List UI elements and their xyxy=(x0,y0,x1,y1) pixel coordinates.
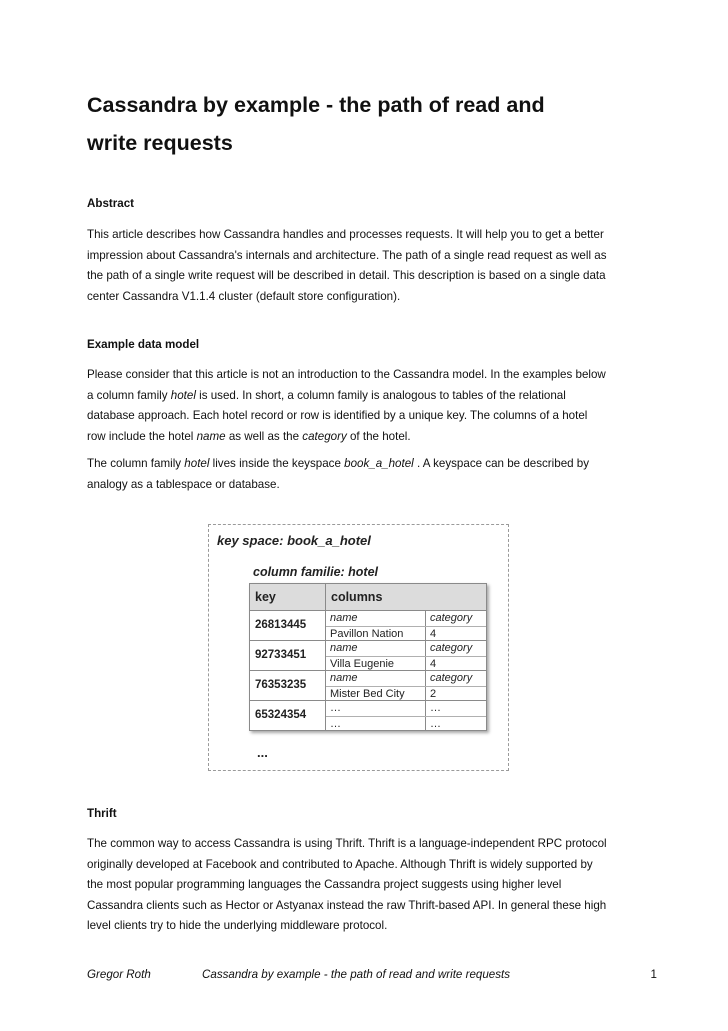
column-family-label: column familie: hotel xyxy=(253,565,379,579)
page-number: 1 xyxy=(650,968,657,981)
column-name: category xyxy=(430,672,473,684)
column-value: 4 xyxy=(430,657,437,670)
column-value: Villa Eugenie xyxy=(326,657,426,672)
data-model-paragraph-1 xyxy=(87,365,662,447)
column-name: name xyxy=(326,641,426,656)
text-line: a column family hotel is used. In short, a column family is analogous to tables of the relational xyxy=(87,388,566,402)
more-keys-ellipsis: ... xyxy=(257,745,268,760)
column-name: category xyxy=(430,642,473,654)
footer-doc-title: Cassandra by example - the path of read and write requests xyxy=(202,968,511,981)
text-line: level clients try to hide the underlying middleware protocol. xyxy=(87,919,388,932)
column-value: … xyxy=(430,717,441,730)
text-line: Please consider that this article is not an introduction to the Cassandra model. In the examples below xyxy=(87,368,606,381)
italic-term: hotel xyxy=(170,388,196,402)
footer-author: Gregor Roth xyxy=(87,968,151,981)
text-line: database approach. Each hotel record or row is identified by a unique key. The columns of a hotel xyxy=(87,409,588,422)
table-header xyxy=(250,584,486,611)
title-line-2: write requests xyxy=(87,131,233,155)
keyspace-label: key space: book_a_hotel xyxy=(217,533,371,548)
data-model-figure xyxy=(208,524,509,771)
thrift-paragraph xyxy=(87,834,662,937)
italic-term: hotel xyxy=(184,457,210,470)
abstract-heading: Abstract xyxy=(87,197,135,210)
table-row xyxy=(250,671,486,701)
text-line: row include the hotel name as well as the category of the hotel. xyxy=(87,429,411,443)
column-name: … xyxy=(430,702,441,714)
document-page xyxy=(87,0,662,1031)
italic-term: book_a_hotel xyxy=(344,457,414,470)
text-line: center Cassandra V1.1.4 cluster (default store configuration). xyxy=(87,289,401,303)
column-name: name xyxy=(326,611,426,626)
column-name: name xyxy=(326,671,426,686)
column-value: 2 xyxy=(430,687,437,700)
row-key: 76353235 xyxy=(250,671,326,700)
header-columns: columns xyxy=(331,590,383,604)
row-key: 26813445 xyxy=(250,611,326,640)
page-footer xyxy=(87,968,662,984)
thrift-heading: Thrift xyxy=(87,807,117,820)
row-key: 92733451 xyxy=(250,641,326,670)
column-value: Mister Bed City xyxy=(326,687,426,702)
document-title xyxy=(87,86,662,162)
text-line: the most popular programming languages the Cassandra project suggests using higher level xyxy=(87,878,562,891)
data-model-heading: Example data model xyxy=(87,338,200,351)
text-line: Cassandra clients such as Hector or Astyanax instead the raw Thrift-based API. In general these high xyxy=(87,898,607,912)
title-line-1: Cassandra by example - the path of read and xyxy=(87,93,545,117)
text-line: impression about Cassandra's internals and architecture. The path of a single read request as well as xyxy=(87,248,607,262)
text-line: originally developed at Facebook and contributed to Apache. Although Thrift is widely supported by xyxy=(87,857,593,871)
column-family-table xyxy=(249,583,487,731)
table-row xyxy=(250,611,486,641)
header-key: key xyxy=(250,584,326,610)
text-line: the path of a single write request will be described in detail. This description is based on a single data xyxy=(87,269,606,282)
column-value: Pavillon Nation xyxy=(326,627,426,642)
table-row xyxy=(250,701,486,730)
italic-term: category xyxy=(302,429,347,443)
abstract-paragraph xyxy=(87,225,662,307)
column-value: … xyxy=(326,717,426,732)
column-name: … xyxy=(326,701,426,716)
text-line: analogy as a tablespace or database. xyxy=(87,477,280,491)
row-key: 65324354 xyxy=(250,701,326,730)
table-row xyxy=(250,641,486,671)
column-value: 4 xyxy=(430,627,437,640)
text-line: The common way to access Cassandra is using Thrift. Thrift is a language-independent RPC protocol xyxy=(87,837,607,850)
data-model-paragraph-2 xyxy=(87,454,662,495)
italic-term: name xyxy=(196,429,226,443)
column-name: category xyxy=(430,612,473,624)
text-line: This article describes how Cassandra handles and processes requests. It will help you to get a better xyxy=(87,228,604,241)
text-line: The column family hotel lives inside the keyspace book_a_hotel . A keyspace can be described by xyxy=(87,457,590,470)
